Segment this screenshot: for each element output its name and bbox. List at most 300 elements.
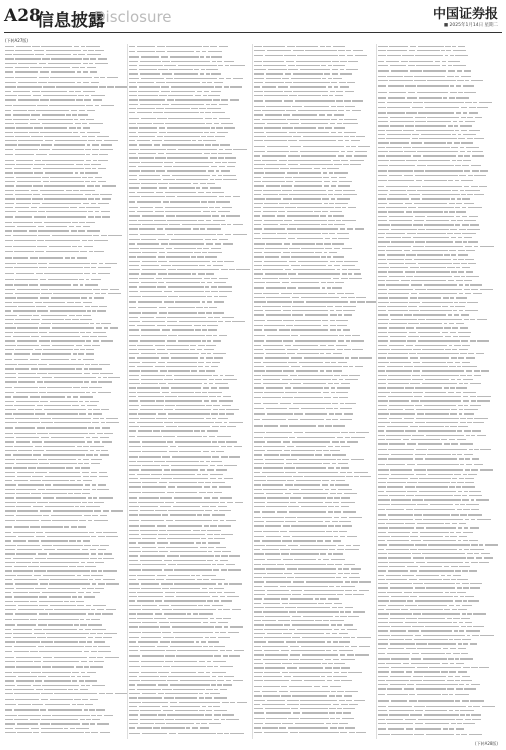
text-line	[197, 248, 202, 249]
text-line	[100, 732, 110, 733]
text-line	[344, 136, 349, 137]
text-line	[129, 157, 138, 158]
text-line	[57, 549, 81, 550]
text-line	[86, 222, 95, 223]
text-line	[378, 142, 389, 143]
text-line	[388, 396, 413, 397]
text-line	[87, 54, 101, 55]
text-line	[293, 190, 326, 191]
text-line	[468, 353, 474, 354]
text-line	[454, 345, 461, 346]
text-line	[129, 680, 140, 681]
text-line	[214, 534, 219, 535]
text-line	[90, 71, 98, 72]
text-line	[254, 340, 264, 341]
text-line	[167, 362, 197, 363]
text-line	[129, 78, 139, 79]
text-line	[462, 583, 469, 584]
text-line	[282, 603, 288, 604]
text-line	[287, 667, 297, 668]
text-line	[287, 586, 328, 587]
text-line	[213, 118, 217, 119]
text-line	[264, 586, 279, 587]
text-line	[129, 192, 135, 193]
text-line	[254, 392, 263, 393]
text-line	[17, 263, 36, 264]
text-line	[415, 635, 421, 636]
text-line	[254, 203, 263, 204]
text-line	[46, 54, 71, 55]
text-line	[406, 495, 413, 496]
text-line	[328, 215, 332, 216]
text-line	[92, 273, 96, 274]
text-line	[77, 605, 84, 606]
text-line	[463, 160, 471, 161]
text-line	[349, 375, 360, 376]
text-line	[167, 538, 200, 539]
text-line	[168, 307, 195, 308]
text-line	[210, 693, 220, 694]
text-line	[424, 396, 461, 397]
text-line	[415, 345, 447, 346]
text-line	[35, 409, 42, 410]
text-line	[315, 252, 322, 253]
text-line	[454, 314, 459, 315]
text-line	[389, 519, 413, 520]
text-line	[345, 611, 351, 612]
text-line	[359, 646, 370, 647]
text-line	[218, 211, 231, 212]
text-line	[264, 732, 289, 733]
text-line	[222, 551, 231, 552]
text-line	[345, 379, 358, 380]
text-line	[324, 252, 328, 253]
text-line	[469, 540, 478, 541]
text-line	[168, 269, 176, 270]
text-line	[129, 506, 139, 507]
text-line	[281, 185, 292, 186]
text-line	[263, 467, 282, 468]
text-line	[320, 215, 326, 216]
text-line	[82, 240, 87, 241]
text-line	[378, 435, 385, 436]
text-line	[73, 284, 79, 285]
text-line	[287, 700, 299, 701]
text-line	[332, 463, 337, 464]
text-line	[129, 144, 137, 145]
text-line	[205, 118, 212, 119]
text-line	[298, 472, 338, 473]
text-line	[378, 198, 386, 199]
text-line	[209, 396, 216, 397]
text-line	[443, 297, 449, 298]
text-line	[157, 118, 167, 119]
text-line	[98, 651, 111, 652]
text-line	[378, 728, 386, 729]
text-line	[406, 509, 413, 510]
text-line	[427, 117, 459, 118]
text-line	[46, 164, 74, 165]
text-line	[254, 78, 264, 79]
text-line	[174, 375, 212, 376]
text-line	[221, 534, 233, 535]
text-line	[161, 727, 185, 728]
text-line	[224, 465, 237, 466]
text-line	[167, 99, 174, 100]
text-line	[463, 474, 467, 475]
text-line	[129, 733, 140, 734]
text-line	[99, 364, 110, 365]
text-line	[254, 106, 265, 107]
text-line	[415, 121, 426, 122]
text-line	[5, 506, 15, 507]
text-line	[293, 387, 323, 388]
text-line	[219, 196, 224, 197]
text-line	[388, 648, 405, 649]
text-line	[254, 594, 265, 595]
text-line	[415, 175, 458, 176]
text-line	[129, 693, 140, 694]
text-line	[324, 397, 331, 398]
text-line	[340, 536, 346, 537]
text-line	[15, 216, 33, 217]
text-line	[137, 201, 161, 202]
text-line	[455, 658, 459, 659]
text-line	[80, 119, 85, 120]
text-line	[293, 581, 305, 582]
text-line	[254, 559, 265, 560]
text-line	[5, 553, 15, 554]
text-line	[160, 676, 166, 677]
text-line	[444, 211, 448, 212]
text-line	[206, 461, 210, 462]
text-line	[331, 559, 345, 560]
text-line	[324, 185, 330, 186]
text-line	[299, 172, 321, 173]
text-line	[207, 325, 218, 326]
text-line	[348, 297, 355, 298]
text-line	[323, 559, 330, 560]
text-line	[417, 667, 428, 668]
text-line	[328, 86, 332, 87]
text-line	[254, 511, 260, 512]
text-line	[93, 340, 100, 341]
text-line	[322, 168, 326, 169]
text-line	[100, 545, 109, 546]
text-line	[389, 46, 408, 47]
text-line	[378, 147, 385, 148]
text-line	[5, 685, 15, 686]
text-line	[47, 216, 86, 217]
text-line	[304, 680, 326, 681]
text-line	[291, 252, 314, 253]
text-line	[129, 514, 138, 515]
text-line	[349, 704, 358, 705]
text-line	[336, 220, 341, 221]
text-line	[388, 383, 409, 384]
text-line	[224, 422, 228, 423]
text-line	[5, 463, 14, 464]
text-line	[412, 435, 424, 436]
text-line	[471, 80, 483, 81]
text-line	[254, 123, 265, 124]
text-line	[5, 230, 12, 231]
text-line	[212, 486, 217, 487]
text-line	[254, 536, 264, 537]
text-line	[208, 329, 217, 330]
text-line	[172, 626, 214, 627]
text-line	[293, 82, 330, 83]
text-line	[47, 387, 71, 388]
text-line	[386, 207, 407, 208]
text-line	[141, 329, 160, 330]
text-line	[470, 405, 481, 406]
text-line	[13, 336, 30, 337]
text-line	[177, 486, 203, 487]
text-line	[215, 555, 220, 556]
text-line	[214, 600, 219, 601]
text-line	[455, 694, 469, 695]
text-line	[461, 680, 472, 681]
text-line	[340, 73, 353, 74]
text-line	[335, 282, 343, 283]
text-line	[5, 502, 16, 503]
text-line	[30, 480, 41, 481]
text-line	[42, 666, 51, 667]
text-line	[268, 69, 287, 70]
text-line	[298, 95, 320, 96]
text-line	[287, 480, 294, 481]
text-line	[226, 564, 235, 565]
text-line	[290, 86, 327, 87]
text-line	[289, 489, 300, 490]
text-line	[414, 276, 452, 277]
text-line	[5, 454, 11, 455]
text-line	[328, 525, 334, 526]
text-line	[36, 154, 48, 155]
text-line	[448, 180, 453, 181]
text-line	[158, 534, 167, 535]
text-line	[225, 234, 231, 235]
text-line	[217, 436, 231, 437]
text-line	[404, 688, 415, 689]
text-line	[156, 418, 167, 419]
text-line	[390, 684, 406, 685]
text-line	[35, 680, 42, 681]
text-line	[417, 233, 446, 234]
text-line	[45, 484, 51, 485]
text-line	[16, 46, 31, 47]
text-line	[287, 353, 295, 354]
text-line	[138, 641, 159, 642]
text-line	[281, 293, 292, 294]
text-line	[378, 194, 387, 195]
text-line	[208, 542, 220, 543]
text-line	[337, 708, 341, 709]
text-line	[5, 293, 13, 294]
text-line	[263, 224, 279, 225]
text-line	[5, 190, 14, 191]
text-line	[129, 542, 136, 543]
text-line	[386, 370, 412, 371]
text-line	[218, 583, 222, 584]
text-line	[15, 293, 40, 294]
text-line	[129, 61, 138, 62]
text-line	[378, 680, 385, 681]
text-line	[48, 63, 81, 64]
text-line	[387, 540, 409, 541]
text-line	[449, 639, 453, 640]
text-line	[254, 61, 262, 62]
text-line	[453, 50, 466, 51]
text-line	[137, 256, 156, 257]
text-line	[474, 138, 484, 139]
text-line	[142, 622, 157, 623]
text-line	[316, 450, 322, 451]
text-line	[254, 151, 265, 152]
text-line	[81, 405, 86, 406]
text-line	[14, 168, 32, 169]
text-line	[201, 136, 205, 137]
text-line	[191, 108, 198, 109]
text-line	[458, 155, 463, 156]
text-line	[91, 472, 98, 473]
text-line	[333, 553, 343, 554]
text-line	[254, 659, 261, 660]
text-line	[140, 530, 158, 531]
text-line	[289, 425, 316, 426]
text-line	[378, 289, 387, 290]
text-line	[474, 370, 480, 371]
text-line	[296, 370, 319, 371]
text-line	[98, 646, 110, 647]
text-line	[254, 663, 263, 664]
text-line	[378, 418, 387, 419]
text-line	[38, 82, 47, 83]
text-line	[386, 549, 409, 550]
text-line	[254, 408, 264, 409]
text-line	[413, 224, 422, 225]
text-line	[129, 405, 139, 406]
text-line	[467, 151, 471, 152]
text-line	[197, 349, 203, 350]
text-line	[414, 469, 426, 470]
text-line	[210, 525, 217, 526]
text-line	[66, 114, 71, 115]
text-line	[129, 91, 137, 92]
text-line	[219, 335, 227, 336]
text-line	[445, 536, 449, 537]
text-line	[212, 564, 216, 565]
text-line	[254, 349, 263, 350]
text-line	[15, 194, 32, 195]
text-line	[464, 155, 470, 156]
text-line	[14, 526, 29, 527]
text-line	[161, 86, 169, 87]
text-line	[297, 517, 332, 518]
text-line	[263, 46, 285, 47]
text-line	[206, 104, 210, 105]
text-line	[288, 718, 299, 719]
text-line	[318, 425, 324, 426]
text-line	[5, 340, 15, 341]
text-line	[84, 596, 95, 597]
text-line	[328, 220, 334, 221]
text-line	[206, 418, 211, 419]
text-line	[450, 426, 456, 427]
text-line	[164, 291, 173, 292]
text-line	[391, 70, 409, 71]
text-line	[303, 497, 326, 498]
text-line	[378, 474, 389, 475]
text-line	[229, 422, 243, 423]
text-line	[204, 91, 210, 92]
text-line	[450, 532, 454, 533]
text-line	[41, 437, 50, 438]
text-line	[468, 706, 472, 707]
text-line	[266, 545, 286, 546]
text-line	[95, 216, 101, 217]
text-line	[70, 207, 77, 208]
text-line	[129, 383, 140, 384]
text-line	[137, 325, 156, 326]
text-line	[340, 228, 345, 229]
text-line	[34, 127, 42, 128]
text-line	[16, 177, 41, 178]
text-line	[28, 540, 40, 541]
text-line	[100, 418, 104, 419]
text-line	[345, 91, 354, 92]
text-line	[196, 575, 200, 576]
text-line	[174, 422, 213, 423]
text-line	[334, 265, 341, 266]
text-line	[254, 100, 263, 101]
text-line	[328, 265, 333, 266]
text-line	[5, 657, 14, 658]
text-line	[325, 425, 332, 426]
text-line	[87, 562, 94, 563]
text-line	[254, 493, 264, 494]
text-line	[328, 383, 333, 384]
text-line	[78, 359, 82, 360]
text-line	[103, 532, 117, 533]
text-line	[88, 637, 94, 638]
text-line	[263, 686, 280, 687]
text-line	[279, 691, 288, 692]
text-line	[266, 353, 286, 354]
text-line	[170, 551, 207, 552]
text-line	[411, 142, 423, 143]
text-line	[281, 256, 290, 257]
text-line	[212, 605, 223, 606]
text-line	[129, 441, 140, 442]
text-line	[17, 732, 31, 733]
text-line	[99, 306, 107, 307]
text-line	[342, 718, 354, 719]
text-line	[254, 325, 263, 326]
text-line	[326, 723, 331, 724]
text-line	[202, 575, 216, 576]
text-line	[444, 609, 450, 610]
text-line	[223, 243, 233, 244]
text-line	[5, 401, 14, 402]
text-line	[409, 310, 419, 311]
text-line	[419, 426, 443, 427]
text-line	[223, 684, 232, 685]
text-line	[387, 55, 400, 56]
text-line	[463, 540, 468, 541]
text-line	[36, 532, 43, 533]
